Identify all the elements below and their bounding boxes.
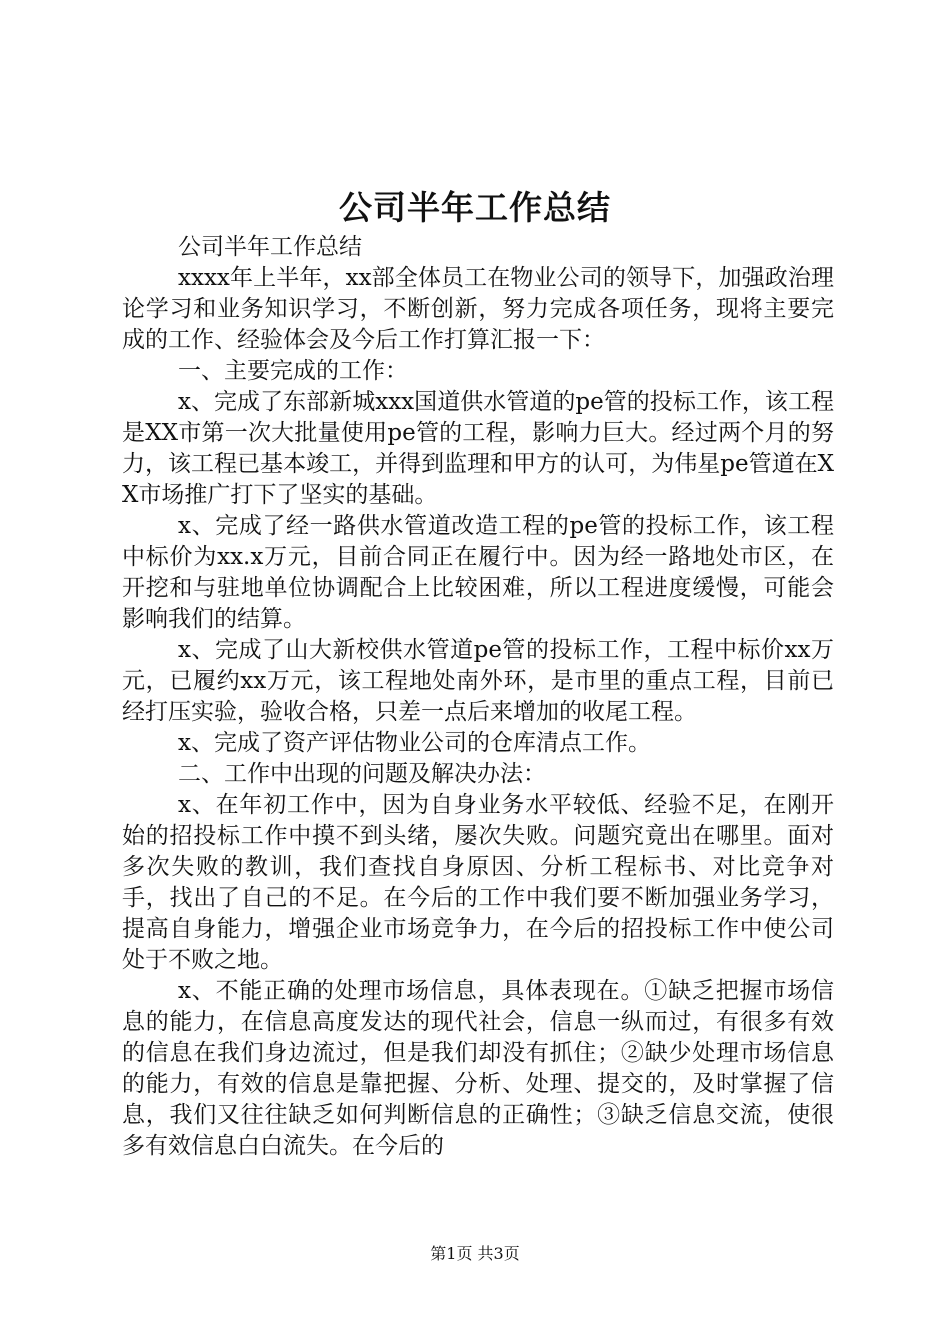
- section-heading-problems: 二、工作中出现的问题及解决办法：: [178, 761, 546, 787]
- document-body: [122, 232, 834, 1162]
- problem-item-paragraph: x、不能正确的处理市场信息，具体表现在。①缺乏把握市场信息的能力，在信息高度发达的现代社会，信息一纵而过，有很多有效的信息在我们身边流过，但是我们却没有抓住；②缺少处理市场信息的能力，有效的信息是靠把握、分析、处理、提交的，及时掌握了信息，我们又往往缺乏如何判断信息的正确性；③缺乏信息交流，使很多有效信息白白流失。在今后的: [122, 978, 834, 1159]
- work-item-paragraph: x、完成了山大新校供水管道pe管的投标工作，工程中标价xx万元，已履约xx万元，该工程地处南外环，是市里的重点工程，目前已经打压实验，验收合格，只差一点后来增加的收尾工程。: [122, 637, 834, 725]
- work-item-paragraph: x、完成了东部新城xxx国道供水管道的pe管的投标工作，该工程是XX市第一次大批量使用pe管的工程，影响力巨大。经过两个月的努力，该工程已基本竣工，并得到监理和甲方的认可，为伟星pe管道在XX市场推广打下了坚实的基础。: [122, 389, 834, 508]
- section-heading-main-work: 一、主要完成的工作：: [178, 358, 408, 384]
- intro-paragraph: xxxx年上半年，xx部全体员工在物业公司的领导下，加强政治理论学习和业务知识学习，不断创新，努力完成各项任务，现将主要完成的工作、经验体会及今后工作打算汇报一下：: [122, 265, 834, 353]
- page-title: 公司半年工作总结: [339, 188, 611, 227]
- page-number-footer: 第1页 共3页: [430, 1244, 520, 1263]
- work-item-paragraph: x、完成了经一路供水管道改造工程的pe管的投标工作，该工程中标价为xx.x万元，目前合同正在履行中。因为经一路地处市区，在开挖和与驻地单位协调配合上比较困难，所以工程进度缓慢，可能会影响我们的结算。: [122, 513, 834, 632]
- work-item-paragraph: x、完成了资产评估物业公司的仓库清点工作。: [178, 730, 651, 756]
- subtitle-paragraph: 公司半年工作总结: [178, 234, 362, 260]
- problem-item-paragraph: x、在年初工作中，因为自身业务水平较低、经验不足，在刚开始的招投标工作中摸不到头绪，屡次失败。问题究竟出在哪里。面对多次失败的教训，我们查找自身原因、分析工程标书、对比竞争对手，找出了自己的不足。在今后的工作中我们要不断加强业务学习，提高自身能力，增强企业市场竞争力，在今后的招投标工作中使公司处于不败之地。: [122, 792, 834, 973]
